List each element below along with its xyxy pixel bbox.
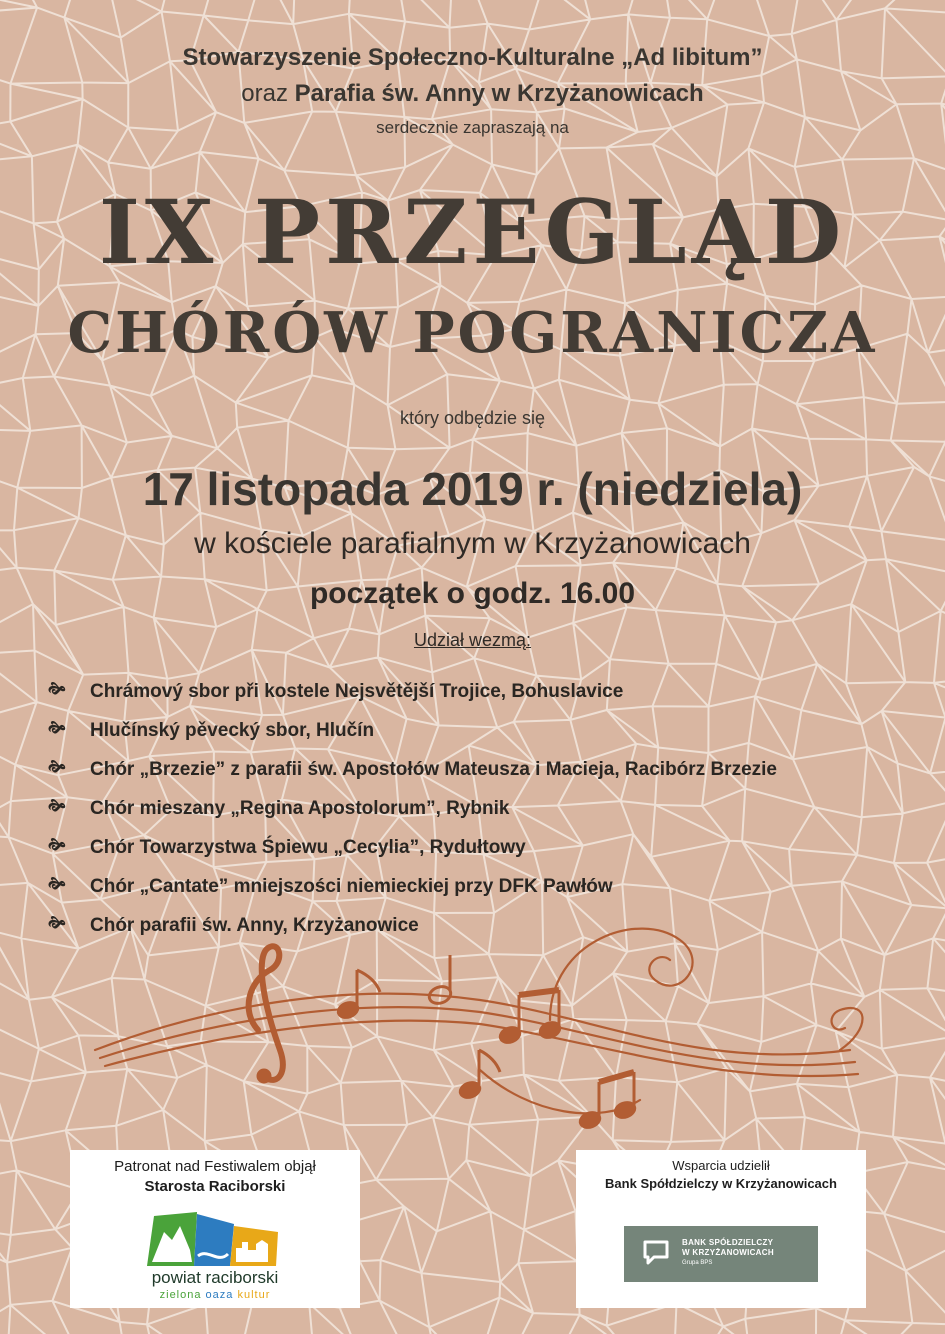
event-place: w kościele parafialnym w Krzyżanowicach — [194, 527, 751, 560]
swirl-icon — [832, 1008, 863, 1050]
bank-logo — [624, 1226, 818, 1282]
event-intro: który odbędzie się — [399, 408, 546, 428]
fleuron-bullet-icon: 🙞 — [48, 759, 66, 776]
organizer-parish — [0, 80, 945, 108]
invitation-text: serdecznie zapraszają na — [376, 118, 569, 137]
slogan-word: oaza — [205, 1289, 234, 1301]
fleuron-bullet-icon: 🙞 — [48, 798, 66, 815]
music-notes-ornament — [80, 900, 880, 1160]
list-item — [48, 789, 777, 828]
event-start-time: początek o godz. 16.00 — [309, 577, 636, 610]
powiat-logo-text: powiat raciborski — [151, 1268, 279, 1287]
swirl-icon — [550, 929, 693, 1020]
fleuron-bullet-icon: 🙞 — [48, 720, 66, 737]
patron-name: Starosta Raciborski — [144, 1178, 286, 1195]
organizer-association: Stowarzyszenie Społeczno-Kulturalne „Ad libitum” — [182, 44, 763, 71]
clef-dot-icon — [257, 1069, 271, 1083]
bank-logo-line1: BANK SPÓŁDZIELCZY — [682, 1238, 774, 1247]
choir-name: Chrámový sbor při kostele Nejsvětější Trojice, Bohuslavice — [90, 680, 624, 702]
staff-line-icon — [105, 1021, 858, 1076]
powiat-slogan — [70, 1289, 360, 1301]
half-note-icon — [427, 955, 453, 1006]
fleuron-bullet-icon: 🙞 — [48, 681, 66, 698]
powiat-raciborski-logo-icon — [142, 1210, 282, 1272]
choir-name: Chór parafii św. Anny, Krzyżanowice — [90, 914, 419, 936]
list-item — [48, 672, 777, 711]
organizer-parish-prefix: oraz — [241, 80, 295, 107]
patron-box — [70, 1150, 360, 1308]
bank-logo-line3: Grupa BPS — [682, 1260, 713, 1266]
fleuron-bullet-icon: 🙞 — [48, 876, 66, 893]
treble-clef-icon — [249, 946, 283, 1080]
slogan-word: zielona — [159, 1289, 202, 1301]
event-title-line2: CHÓRÓW POGRANICZA — [67, 300, 878, 366]
slogan-word: kultur — [237, 1289, 271, 1301]
fleuron-bullet-icon: 🙞 — [48, 837, 66, 854]
sponsor-name: Bank Spółdzielczy w Krzyżanowicach — [605, 1176, 837, 1191]
speech-bubble-icon — [642, 1239, 670, 1265]
organizer-parish-name: Parafia św. Anny w Krzyżanowicach — [294, 80, 704, 107]
event-date: 17 listopada 2019 r. (niedziela) — [142, 463, 803, 515]
participants-heading: Udział wezmą: — [413, 630, 532, 650]
patron-caption: Patronat nad Festiwalem objął — [114, 1158, 316, 1175]
beamed-notes-icon — [577, 1072, 638, 1131]
list-item — [48, 711, 777, 750]
fleuron-bullet-icon: 🙞 — [48, 915, 66, 932]
choir-name: Chór mieszany „Regina Apostolorum”, Rybnik — [90, 797, 510, 819]
list-item — [48, 828, 777, 867]
list-item — [48, 750, 777, 789]
choir-name: Chór „Brzezie” z parafii św. Apostołów Mateusza i Macieja, Racibórz Brzezie — [90, 758, 777, 780]
sponsor-caption: Wsparcia udzielił — [672, 1158, 770, 1173]
sponsor-box — [576, 1150, 866, 1308]
event-title-line1: IX PRZEGLĄD — [98, 180, 847, 284]
eighth-note-icon — [457, 1050, 500, 1101]
choir-name: Hlučínský pěvecký sbor, Hlučín — [90, 719, 375, 741]
choir-name: Chór Towarzystwa Śpiewu „Cecylia”, Rydułtowy — [90, 836, 526, 858]
bank-logo-line2: W KRZYŻANOWICACH — [682, 1248, 774, 1257]
choir-name: Chór „Cantate” mniejszości niemieckiej przy DFK Pawłów — [90, 875, 613, 897]
